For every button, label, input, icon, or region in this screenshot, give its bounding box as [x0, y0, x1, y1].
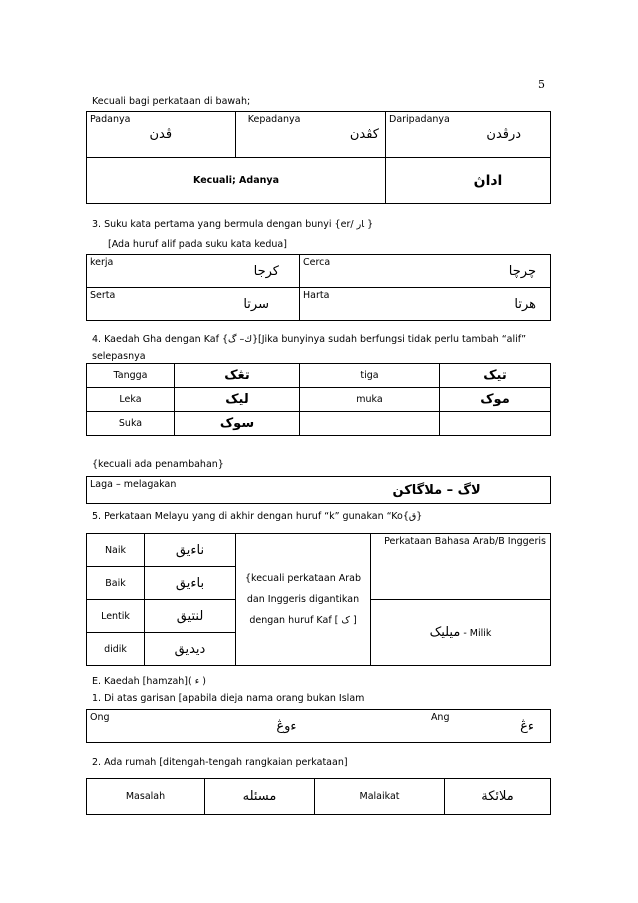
rule4-word: Leka [87, 388, 175, 412]
laga-example-word: Laga – melagakan [87, 477, 357, 504]
rule4-word: Tangga [87, 364, 175, 388]
table-hamzah-1 [86, 709, 551, 743]
hamzah-jawi: مسئله [242, 789, 277, 804]
rule3-word: kerja [87, 255, 172, 288]
ruleE-heading: E. Kaedah [hamzah]( ء ) [92, 676, 206, 687]
rule5-word: Naik [87, 534, 145, 567]
rule4-heading-cont: selepasnya [92, 351, 146, 362]
milik-cell [371, 600, 551, 666]
milik-jawi: ميليک [429, 625, 461, 640]
rule3-word: Serta [87, 288, 172, 321]
table-rule4 [86, 363, 551, 436]
kepadanya-label: Kepadanya [247, 114, 301, 125]
rule4-jawi: سوک [219, 416, 255, 431]
hamzah-word: Masalah [87, 779, 205, 815]
rule4-word [300, 412, 440, 436]
rule5-jawi: ناءيق [175, 542, 205, 558]
hamzah-jawi: ءڠ [520, 718, 534, 734]
rule3-heading: 3. Suku kata pertama yang bermula dengan bunyi {er/ ﺎﺭ } [92, 219, 374, 230]
ruleE-sub2: 2. Ada rumah [ditengah-tengah rangkaian perkataan] [92, 757, 348, 768]
hamzah-jawi: ءوڠ [276, 718, 297, 734]
table-rule3 [86, 254, 551, 321]
kepadanya-jawi: کڤدن [349, 127, 379, 142]
table-rule5 [86, 533, 551, 666]
rule5-word: Lentik [87, 600, 145, 633]
arab-english-header: Perkataan Bahasa Arab/B Inggeris [371, 534, 551, 600]
rule4-jawi: تڠک [224, 368, 250, 383]
hamzah-word: Ang [349, 710, 453, 743]
daripadanya-label: Daripadanya [386, 112, 458, 158]
rule4-heading-note: [Jika bunyinya sudah berfungsi tidak perlu tambah “alif” [258, 334, 526, 345]
padanya-jawi: ڤدن [149, 127, 173, 142]
rule3-jawi: چرچا [508, 263, 536, 279]
rule5-exception: {kecuali perkataan Arab dan Inggeris digantikan dengan huruf Kaf [ ک ] [236, 534, 371, 666]
rule3-jawi: هرتا [514, 296, 536, 312]
rule5-jawi: ديديق [174, 641, 206, 657]
rule4-jawi: موک [480, 392, 510, 407]
rule5-word: Baik [87, 567, 145, 600]
table-hamzah-2 [86, 778, 551, 815]
rule5-word: didik [87, 633, 145, 666]
rule4-word: Suka [87, 412, 175, 436]
hamzah-jawi: ملائکة [481, 789, 514, 804]
rule4-kecuali-note: {kecuali ada penambahan} [92, 459, 224, 470]
milik-word: - Milik [463, 628, 492, 639]
intro-line: Kecuali bagi perkataan di bawah; [92, 96, 251, 107]
rule3-word: Harta [300, 288, 433, 321]
rule3-note: [Ada huruf alif pada suku kata kedua] [108, 239, 287, 250]
rule3-jawi: سرتا [243, 296, 269, 312]
rule4-jawi: ليک [225, 392, 249, 407]
rule5-jawi: باءيق [175, 575, 205, 591]
hamzah-word: Malaikat [315, 779, 445, 815]
daripadanya-jawi: درڤدن [486, 127, 522, 142]
rule4-heading: 4. Kaedah Gha dengan Kaf {ﻙ– ﮒ} [92, 334, 259, 345]
rule4-word: tiga [300, 364, 440, 388]
rule3-jawi: کرجا [253, 263, 279, 279]
page-number: 5 [538, 78, 545, 91]
table-exceptions [86, 111, 551, 204]
hamzah-word: Ong [87, 710, 167, 743]
table-rule4-example [86, 476, 551, 504]
rule5-jawi: لنتيق [176, 608, 204, 624]
padanya-label: Padanya [87, 112, 140, 158]
kecuali-adanya-label: Kecuali; Adanya [87, 158, 386, 204]
rule5-heading: 5. Perkataan Melayu yang di akhir dengan huruf “k” gunakan “Ko{ق} [92, 511, 423, 522]
adanya-jawi: اداڽ [473, 172, 503, 189]
laga-example-jawi: لاگ – ملاگاکن [392, 482, 481, 498]
rule4-jawi: تيک [483, 368, 507, 383]
ruleE-sub1: 1. Di atas garisan [apabila dieja nama orang bukan Islam [92, 693, 365, 704]
rule4-word: muka [300, 388, 440, 412]
rule3-word: Cerca [300, 255, 433, 288]
